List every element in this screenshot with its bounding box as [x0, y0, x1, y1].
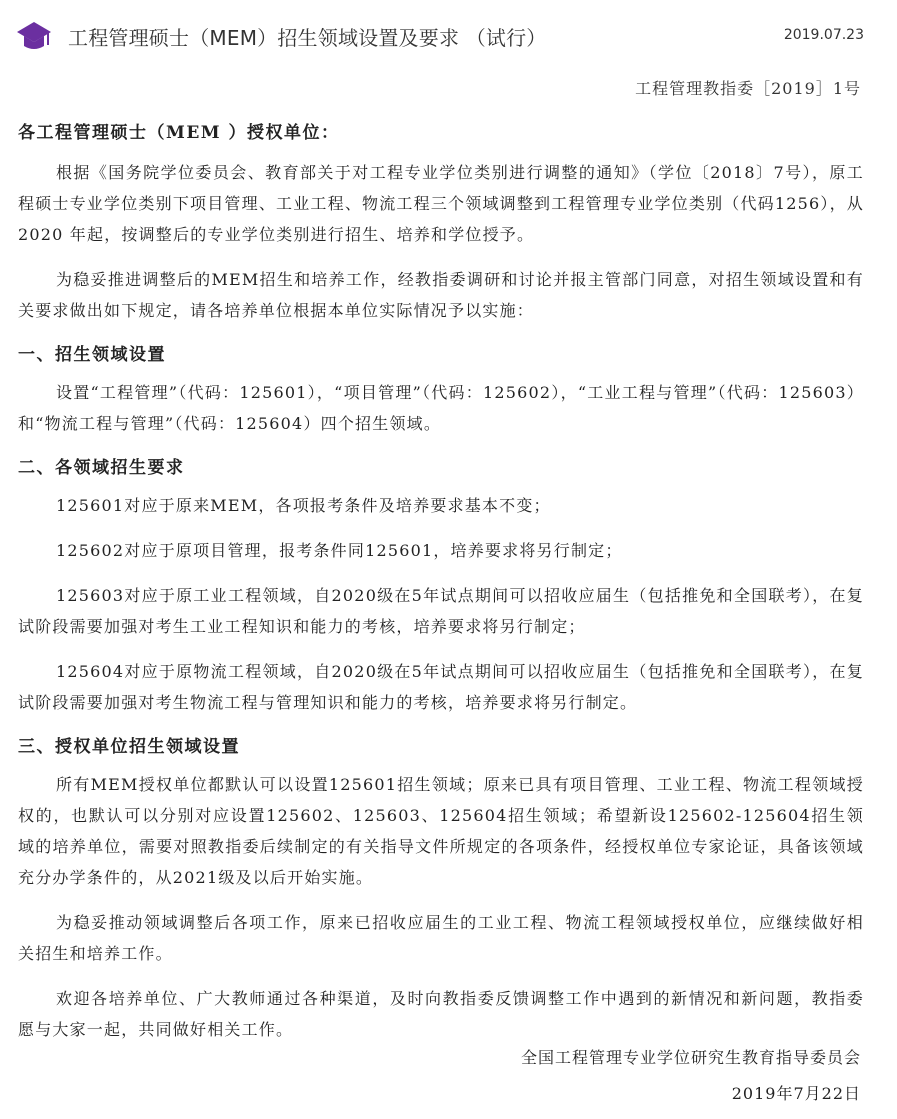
publish-date: 2019.07.23 [783, 27, 864, 43]
section-paragraph: 设置“工程管理”（代码：125601），“项目管理”（代码：125602），“工业工程与管理”（代码：125603）和“物流工程与管理”（代码：125604）四个招生领域。 [18, 383, 864, 433]
signing-organization: 全国工程管理专业学位研究生教育指导委员会 [520, 1048, 861, 1067]
signature-block [521, 1040, 861, 1112]
page-title: 工程管理硕士（MEM）招生领域设置及要求 （试行） [68, 26, 547, 50]
section-paragraph: 125603对应于原工业工程领域，自2020级在5年试点期间可以招收应届生（包括推免和全国联考），在复试阶段需要加强对考生工业工程知识和能力的考核，培养要求将另行制定； [18, 586, 864, 636]
section-heading: 一、招生领域设置 [18, 345, 166, 365]
section-paragraph: 125602对应于原项目管理，报考条件同125601，培养要求将另行制定； [56, 541, 623, 560]
page-header [0, 0, 897, 72]
addressee: 各工程管理硕士（MEM ）授权单位： [18, 123, 340, 143]
section-heading: 二、各领域招生要求 [18, 458, 185, 478]
section-paragraph: 125601对应于原来MEM，各项报考条件及培养要求基本不变； [56, 496, 551, 515]
intro-paragraph: 为稳妥推进调整后的MEM招生和培养工作，经教指委调研和讨论并报主管部门同意，对招生领域设置和有关要求做出如下规定，请各培养单位根据本单位实际情况予以实施： [18, 270, 864, 320]
section-paragraph: 为稳妥推动领域调整后各项工作，原来已招收应届生的工业工程、物流工程领域授权单位，应继续做好相关招生和培养工作。 [18, 913, 864, 963]
section-paragraph: 欢迎各培养单位、广大教师通过各种渠道，及时向教指委反馈调整工作中遇到的新情况和新问题，教指委愿与大家一起，共同做好相关工作。 [18, 989, 864, 1039]
signing-date: 2019年7月22日 [731, 1084, 861, 1103]
section-paragraph: 所有MEM授权单位都默认可以设置125601招生领域；原来已具有项目管理、工业工程、物流工程领域授权的，也默认可以分别对应设置125602、125603、125604招生领域；希望新设125602-125604招生领域的培养单位，需要对照教指委后续制定的有关指导文件所规定的各项条件，经授权单位专家论证，具备该领域充分办学条件的，从2021级及以后开始实施。 [18, 775, 864, 887]
section-heading: 三、授权单位招生领域设置 [18, 737, 240, 757]
graduation-cap-icon [16, 18, 52, 54]
document-body [18, 118, 864, 1059]
section-paragraph: 125604对应于原物流工程领域，自2020级在5年试点期间可以招收应届生（包括推免和全国联考），在复试阶段需要加强对考生物流工程与管理知识和能力的考核，培养要求将另行制定。 [18, 662, 864, 712]
document-number: 工程管理教指委［2019］1号 [635, 79, 861, 98]
intro-paragraph: 根据《国务院学位委员会、教育部关于对工程专业学位类别进行调整的通知》（学位〔2018〕7号），原工程硕士专业学位类别下项目管理、工业工程、物流工程三个领域调整到工程管理专业学位类别（代码1256），从 2020 年起，按调整后的专业学位类别进行招生、培养和学位授予。 [18, 163, 864, 244]
